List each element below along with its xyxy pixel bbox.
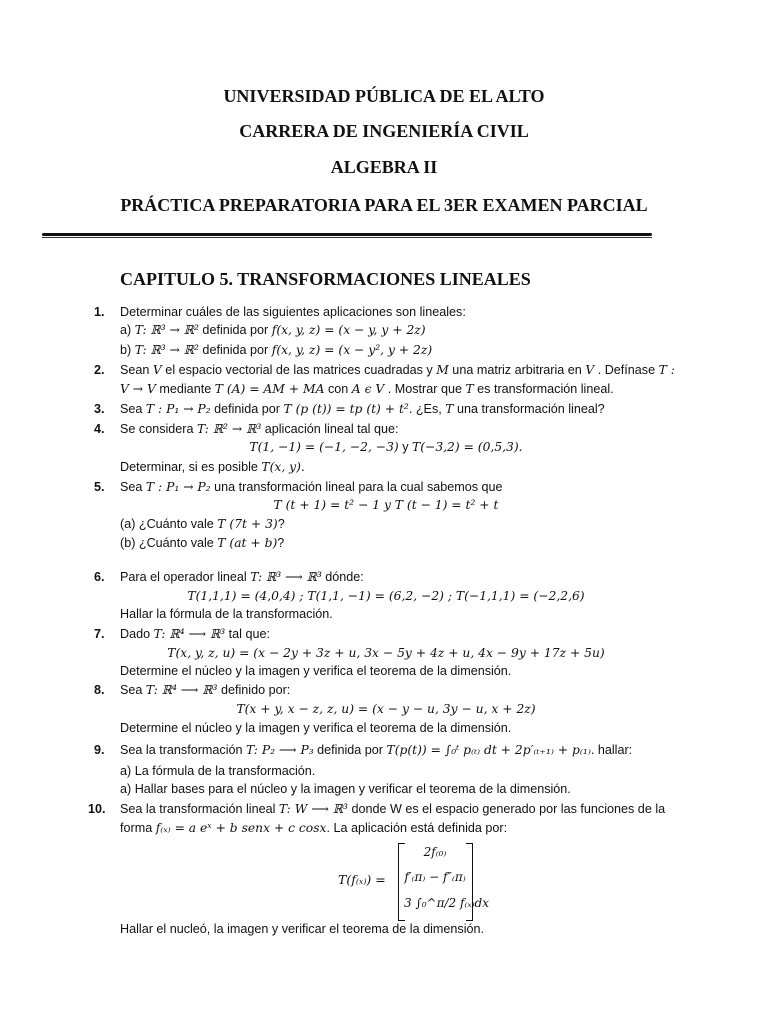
chapter-title: CAPITULO 5. TRANSFORMACIONES LINEALES <box>120 269 531 289</box>
problem-number: 7. <box>94 627 105 641</box>
text-segment: Para el operador lineal <box>120 570 251 584</box>
text-segment: (a) ¿Cuánto vale <box>120 517 218 531</box>
math-expression: T (t + 1) = t² − 1 y T (t − 1) = t² + t <box>273 498 499 512</box>
math-expression: T(x, y). <box>261 460 305 474</box>
text-segment: Sea la transformación lineal <box>120 802 279 816</box>
math-expression: T(x + y, x − z, z, u) = (x − y − u, 3y − u, x + 2z) <box>236 702 536 716</box>
math-expression: T(p(t)) = ∫₀ᵗ p₍ₜ₎ dt + 2p′₍ₜ₊₁₎ + p₍₁₎ <box>386 743 591 757</box>
math-expression: f(x, y, z) = (x − y², y + 2z) <box>271 343 433 357</box>
problem-6-equation <box>120 588 652 605</box>
text-segment: mediante <box>155 382 215 396</box>
math-expression: T <box>445 402 454 416</box>
text-segment: Hallar la fórmula de la transformación. <box>120 607 333 621</box>
problem-number: 3. <box>94 402 105 416</box>
problem-5b <box>120 535 284 552</box>
math-expression: T: W ⟶ ℝ³ <box>278 802 348 816</box>
problem-6-statement <box>120 569 364 586</box>
math-expression: T: ℝ³ ⟶ ℝ³ <box>250 570 322 584</box>
problem-10-statement <box>120 801 665 818</box>
problem-7-equation <box>120 645 652 662</box>
text-segment: es transformación lineal. <box>473 382 614 396</box>
text-segment: donde W es el espacio generado por las funciones de la <box>347 802 666 816</box>
text-segment: Determinar cuáles de las siguientes aplicaciones son lineales: <box>120 305 466 319</box>
problem-5a <box>120 516 285 533</box>
math-expression: f(x, y, z) = (x − y, y + 2z) <box>271 323 426 337</box>
text-segment: Sea <box>120 480 146 494</box>
problem-2-statement <box>120 362 675 379</box>
text-segment: definida por <box>210 402 284 416</box>
matrix-row: 3 ∫₀^π/2 f₍ₓ₎dx <box>404 896 489 910</box>
text-segment: el espacio vectorial de las matrices cuadradas y <box>161 363 437 377</box>
text-segment: a) Hallar bases para el núcleo y la imagen y verificar el teorema de la dimensión. <box>120 782 571 796</box>
math-expression: V <box>585 363 595 377</box>
problem-10-matrix <box>338 843 489 919</box>
math-expression: T <box>465 382 474 396</box>
problem-4-equation <box>120 439 652 456</box>
text-segment: una transformación lineal? <box>453 402 605 416</box>
math-expression: V → V <box>120 382 156 396</box>
text-segment: Determinar, si es posible <box>120 460 262 474</box>
math-expression: T (A) = AM + MA <box>214 382 325 396</box>
text-segment: tal que: <box>225 627 270 641</box>
math-expression: T(−3,2) = (0,5,3). <box>412 440 523 454</box>
text-segment: . hallar: <box>590 743 633 757</box>
text-segment: una transformación lineal para la cual sabemos que <box>210 480 503 494</box>
matrix-row: f′₍π₎ − f″₍π₎ <box>404 870 466 884</box>
text-segment: definida por <box>313 743 387 757</box>
text-segment: forma <box>120 821 156 835</box>
problem-9a <box>120 763 315 780</box>
problem-number: 6. <box>94 570 105 584</box>
math-expression: T: ℝ⁴ ⟶ ℝ³ <box>153 627 226 641</box>
text-segment: una matriz arbitraria en <box>448 363 586 377</box>
problem-3-statement <box>120 401 605 418</box>
problem-9b <box>120 781 571 798</box>
text-segment: . Defínase <box>594 363 659 377</box>
problem-number: 1. <box>94 305 105 319</box>
problem-1-statement <box>120 304 466 321</box>
problem-8-question <box>120 720 511 737</box>
text-segment: Sea <box>120 402 146 416</box>
right-bracket <box>466 843 473 921</box>
math-expression: M <box>436 363 449 377</box>
text-segment: definida por <box>198 343 272 357</box>
problem-number: 5. <box>94 480 105 494</box>
problem-number: 8. <box>94 683 105 697</box>
math-expression: T(1, −1) = (−1, −2, −3) <box>249 440 399 454</box>
math-expression: f₍ₓ₎ = a eˣ + b senx + c cosx <box>155 821 327 835</box>
course-title: ALGEBRA II <box>330 157 438 177</box>
math-expression: T : P₁ → P₂ <box>145 402 211 416</box>
problem-1b <box>120 342 432 359</box>
text-segment: Sea <box>120 683 146 697</box>
problem-6-question <box>120 606 333 623</box>
text-segment: (b) ¿Cuánto vale <box>120 536 218 550</box>
text-segment: Hallar el nucleó, la imagen y verificar el teorema de la dimensión. <box>120 922 484 936</box>
text-segment: Dado <box>120 627 154 641</box>
math-expression: T(1,1,1) = (4,0,4) ; T(1,1, −1) = (6,2, −2) ; T(−1,1,1) = (−2,2,6) <box>187 589 585 603</box>
text-segment: Sean <box>120 363 153 377</box>
problem-number: 2. <box>94 363 105 377</box>
problem-4-statement <box>120 421 398 438</box>
text-segment: a) La fórmula de la transformación. <box>120 764 316 778</box>
problem-number: 4. <box>94 422 105 436</box>
problem-4-question <box>120 459 305 476</box>
text-segment: ? <box>277 517 285 531</box>
math-expression: V <box>152 363 162 377</box>
text-segment: Se considera <box>120 422 198 436</box>
problem-5-statement <box>120 479 503 496</box>
math-expression: T : <box>658 363 675 377</box>
math-expression: T : P₁ → P₂ <box>145 480 211 494</box>
math-expression: T: ℝ² → ℝ³ <box>197 422 262 436</box>
practice-title: PRÁCTICA PREPARATORIA PARA EL 3ER EXAMEN PARCIAL <box>120 195 648 215</box>
math-expression: A ϵ V <box>351 382 385 396</box>
math-expression: T(x, y, z, u) = (x − 2y + 3z + u, 3x − 5y + 4z + u, 4x − 9y + 17z + 5u) <box>167 646 605 660</box>
text-segment: Determine el núcleo y la imagen y verifica el teorema de la dimensión. <box>120 721 512 735</box>
math-expression: T (7t + 3) <box>217 517 278 531</box>
problem-9-statement <box>120 742 632 759</box>
problem-7-question <box>120 663 511 680</box>
problem-2-statement-cont <box>120 381 614 398</box>
text-segment: definida por <box>198 323 272 337</box>
text-segment: . La aplicación está definida por: <box>326 821 508 835</box>
text-segment: dónde: <box>321 570 364 584</box>
math-expression: T: P₂ ⟶ P₃ <box>246 743 314 757</box>
problem-5-equation <box>120 497 652 514</box>
text-segment: . ¿Es, <box>408 402 446 416</box>
problem-10-statement-cont <box>120 820 507 837</box>
text-segment: aplicación lineal tal que: <box>261 422 399 436</box>
text-segment: b) <box>120 343 135 357</box>
text-segment: y <box>398 440 413 454</box>
matrix-row: 2f₍₀₎ <box>423 845 447 859</box>
text-segment: definido por: <box>217 683 291 697</box>
problem-number: 10. <box>88 802 106 816</box>
problem-8-statement <box>120 682 290 699</box>
math-expression: T (p (t)) = tp (t) + t² <box>283 402 409 416</box>
text-segment: Sea la transformación <box>120 743 246 757</box>
header-divider-thin <box>42 237 652 238</box>
text-segment: ? <box>277 536 285 550</box>
text-segment: Determine el núcleo y la imagen y verifica el teorema de la dimensión. <box>120 664 512 678</box>
header-divider <box>42 233 652 236</box>
math-expression: T: ℝ³ → ℝ² <box>134 343 199 357</box>
math-expression: T: ℝ⁴ ⟶ ℝ³ <box>145 683 218 697</box>
text-segment: . Mostrar que <box>384 382 466 396</box>
problem-10-question <box>120 921 484 938</box>
problem-number: 9. <box>94 743 105 757</box>
math-expression: T (at + b) <box>217 536 278 550</box>
university-title: UNIVERSIDAD PÚBLICA DE EL ALTO <box>223 86 545 106</box>
text-segment: a) <box>120 323 135 337</box>
matrix-lhs: T(f₍ₓ₎) = <box>338 872 386 887</box>
text-segment: con <box>324 382 352 396</box>
math-expression: T: ℝ³ → ℝ² <box>134 323 199 337</box>
problem-8-equation <box>120 701 652 718</box>
problem-1a <box>120 322 426 339</box>
problem-7-statement <box>120 626 270 643</box>
career-title: CARRERA DE INGENIERÍA CIVIL <box>239 121 529 141</box>
